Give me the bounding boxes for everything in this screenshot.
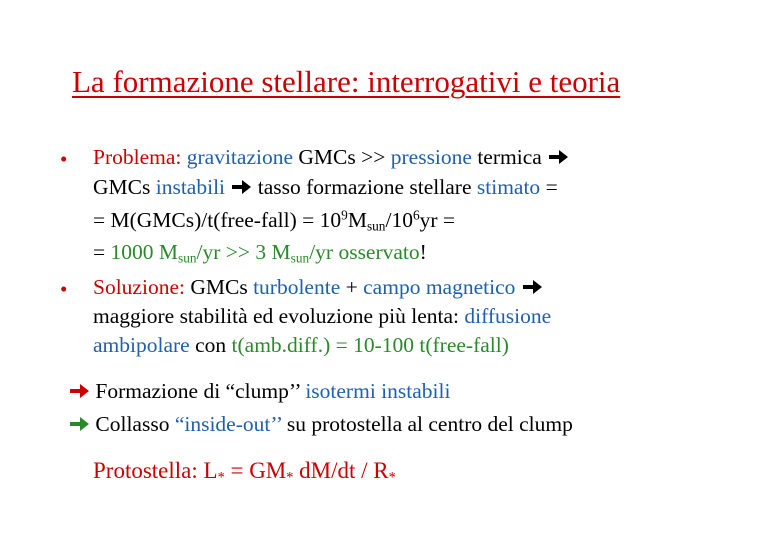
- subscript-sun-3: sun: [290, 250, 310, 266]
- subscript-sun-1: sun: [366, 218, 386, 234]
- problema-label: Problema:: [93, 145, 182, 169]
- clump-text: Formazione di “clump’’: [90, 379, 306, 403]
- ambipolare-text: ambipolare: [93, 333, 190, 357]
- gmcs-text: GMCs >>: [293, 145, 391, 169]
- pressione-text: pressione: [390, 145, 472, 169]
- stimato-text: stimato: [476, 175, 541, 199]
- rate-formula-b: M: [347, 208, 367, 232]
- gmcs-text-2: GMCs: [93, 175, 156, 199]
- collasso-text: Collasso: [90, 412, 175, 436]
- inside-out-text: “inside-out’’: [174, 412, 282, 436]
- exclamation-text: !: [419, 240, 427, 264]
- bullet1-line3: [93, 207, 456, 234]
- equals-prefix: =: [93, 240, 111, 264]
- con-text: con: [189, 333, 232, 357]
- slide-title: La formazione stellare: interrogativi e teoria: [72, 64, 621, 99]
- bullet-marker-2: •: [60, 277, 68, 301]
- formula-gm: = GM: [224, 458, 287, 483]
- formula-star-1: *: [217, 469, 225, 486]
- bullet2-line2: [93, 306, 551, 328]
- plus-text: +: [340, 275, 364, 299]
- rate-formula-c: /10: [385, 208, 413, 232]
- subscript-sun-2: sun: [178, 250, 197, 266]
- formula-star-2: *: [286, 469, 294, 486]
- bullet1-line1: [93, 147, 569, 169]
- termica-text: termica: [471, 145, 542, 169]
- gravitazione-text: gravitazione: [181, 145, 294, 169]
- bullet-marker-1: •: [60, 147, 68, 171]
- isotermi-text: isotermi instabili: [305, 379, 451, 403]
- diffusion-time-text: t(amb.diff.) = 10-100 t(free-fall): [231, 333, 509, 357]
- protostella-formula: [93, 458, 396, 486]
- bullet1-line4: [93, 242, 427, 264]
- right-arrow-icon: [230, 179, 252, 195]
- stabilita-text: maggiore stabilità ed evoluzione più lenta:: [93, 304, 465, 328]
- exponent-6: 6: [412, 207, 420, 223]
- rate-formula-a: = M(GMCs)/t(free-fall) = 10: [93, 208, 342, 232]
- campo-magnetico-text: campo magnetico: [363, 275, 516, 299]
- estimated-rate-b: /yr >> 3 M: [196, 240, 291, 264]
- diffusione-text: diffusione: [464, 304, 552, 328]
- estimated-rate-c: /yr: [309, 240, 334, 264]
- protostella-centro-text: su protostella al centro del clump: [281, 412, 573, 436]
- right-arrow-icon: [68, 416, 90, 432]
- soluzione-label: Soluzione:: [93, 275, 185, 299]
- right-arrow-icon: [68, 383, 90, 399]
- instabili-text: instabili: [155, 175, 226, 199]
- formula-label: Protostella:: [93, 458, 204, 483]
- right-arrow-icon: [521, 279, 543, 295]
- osservato-text: osservato: [333, 240, 420, 264]
- point-clump: [68, 381, 450, 403]
- point-collasso: [68, 414, 573, 436]
- exponent-9: 9: [341, 207, 348, 223]
- tasso-text: tasso formazione stellare: [252, 175, 477, 199]
- formula-dmdt: dM/dt / R: [293, 458, 389, 483]
- bullet1-line2: [93, 177, 558, 199]
- bullet2-line3: [93, 335, 509, 357]
- equals-text: =: [540, 175, 558, 199]
- bullet2-line1: [93, 277, 543, 299]
- right-arrow-icon: [547, 149, 569, 165]
- formula-star-3: *: [388, 469, 396, 486]
- gmcs-text-3: GMCs: [184, 275, 254, 299]
- turbolente-text: turbolente: [253, 275, 341, 299]
- rate-formula-d: yr =: [419, 208, 456, 232]
- formula-l: L: [203, 458, 218, 483]
- estimated-rate-a: 1000 M: [110, 240, 179, 264]
